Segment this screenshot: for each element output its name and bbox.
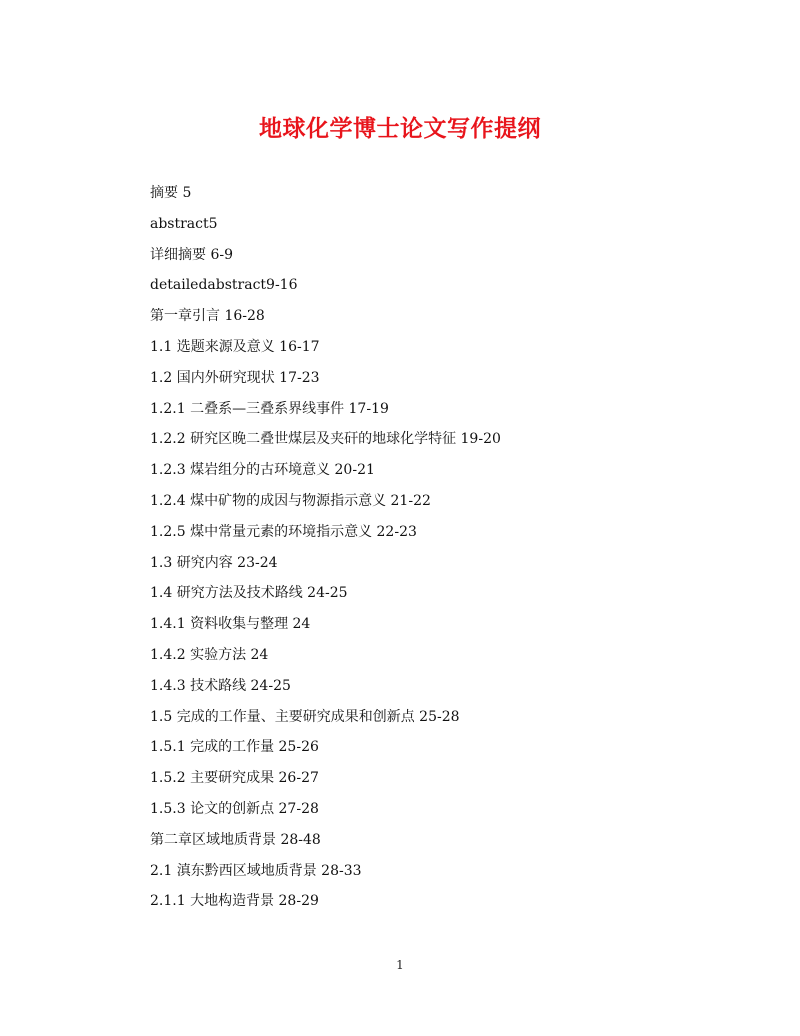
toc-entry: 1.2.3 煤岩组分的古环境意义 20-21 <box>150 462 375 479</box>
toc-entry: 1.1 选题来源及意义 16-17 <box>150 338 320 355</box>
toc-entry: 1.2 国内外研究现状 17-23 <box>150 369 320 386</box>
page-number: 1 <box>396 958 404 972</box>
document-title: 地球化学博士论文写作提纲 <box>259 115 541 142</box>
toc-entry: 1.2.2 研究区晚二叠世煤层及夹矸的地球化学特征 19-20 <box>150 431 501 448</box>
toc-entry: 1.4.1 资料收集与整理 24 <box>150 616 311 633</box>
toc-entry: 1.5.2 主要研究成果 26-27 <box>150 770 319 787</box>
toc-entry: 2.1.1 大地构造背景 28-29 <box>150 893 319 910</box>
toc-entry: 1.2.4 煤中矿物的成因与物源指示意义 21-22 <box>150 492 431 509</box>
toc-entry: 1.4.3 技术路线 24-25 <box>150 677 291 694</box>
toc-entry: detailedabstract9-16 <box>150 277 298 294</box>
table-of-contents <box>150 178 750 917</box>
toc-entry: 详细摘要 6-9 <box>150 246 233 263</box>
toc-entry: 1.2.1 二叠系—三叠系界线事件 17-19 <box>150 400 389 417</box>
toc-entry: 2.1 滇东黔西区域地质背景 28-33 <box>150 862 362 879</box>
toc-entry: 1.2.5 煤中常量元素的环境指示意义 22-23 <box>150 523 417 540</box>
toc-entry: 1.5.3 论文的创新点 27-28 <box>150 800 319 817</box>
toc-entry: 摘要 5 <box>150 185 192 201</box>
toc-entry: 1.3 研究内容 23-24 <box>150 554 278 571</box>
toc-entry: 1.5.1 完成的工作量 25-26 <box>150 739 319 756</box>
toc-entry: 第二章区域地质背景 28-48 <box>150 831 321 848</box>
toc-entry: 1.4 研究方法及技术路线 24-25 <box>150 585 348 602</box>
toc-entry: 第一章引言 16-28 <box>150 308 265 325</box>
toc-entry: 1.5 完成的工作量、主要研究成果和创新点 25-28 <box>150 708 460 725</box>
toc-entry: abstract5 <box>150 215 218 232</box>
toc-entry: 1.4.2 实验方法 24 <box>150 646 269 663</box>
